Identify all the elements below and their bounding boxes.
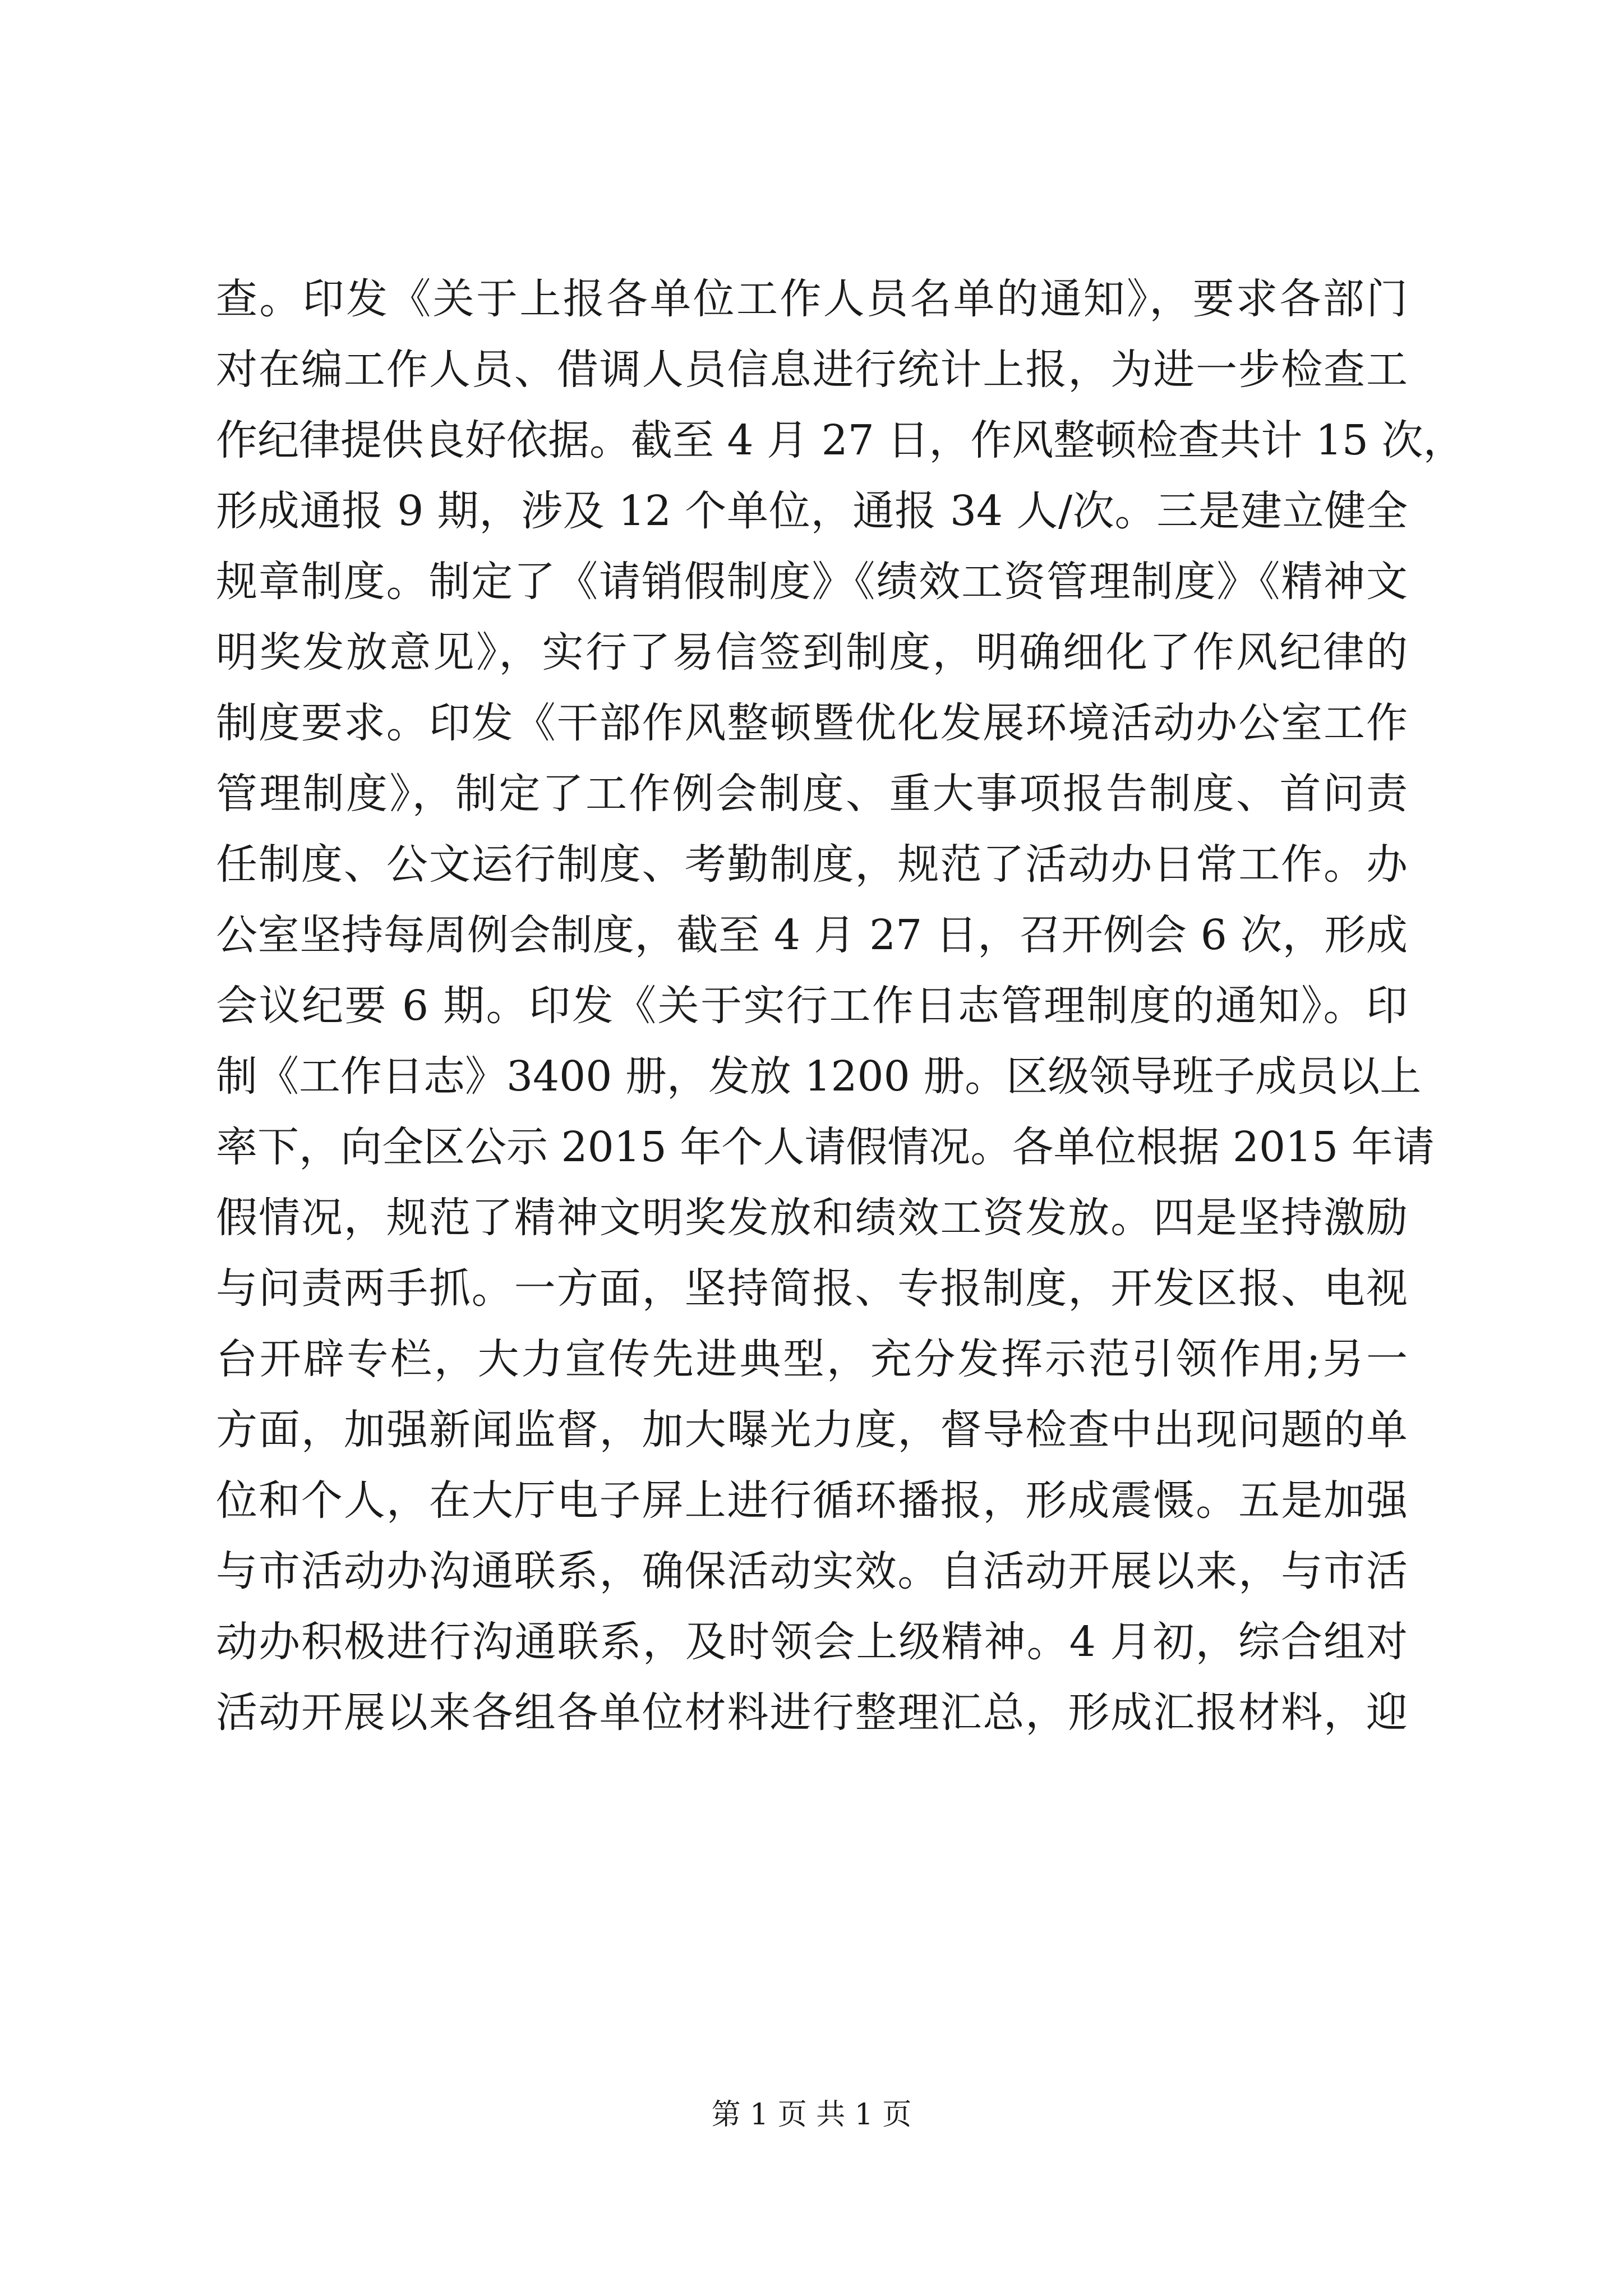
text-line: 方面，加强新闻监督，加大曝光力度，督导检查中出现问题的单 [216,1406,1408,1454]
text-line: 位和个人，在大厅电子屏上进行循环播报，形成震慑。五是加强 [216,1476,1408,1525]
text-line: 管理制度》，制定了工作例会制度、重大事项报告制度、首问责 [216,770,1408,818]
body-text [216,264,1465,1748]
text-line: 会议纪要 6 期。印发《关于实行工作日志管理制度的通知》。印 [216,982,1408,1030]
text-line: 与市活动办沟通联系，确保活动实效。自活动开展以来，与市活 [216,1547,1408,1595]
text-line: 动办积极进行沟通联系，及时领会上级精神。4 月初，综合组对 [216,1618,1408,1666]
text-line: 率下，向全区公示 2015 年个人请假情况。各单位根据 2015 年请 [216,1123,1435,1171]
text-line: 台开辟专栏，大力宣传先进典型，充分发挥示范引领作用;另一 [216,1335,1408,1383]
text-line: 形成通报 9 期，涉及 12 个单位，通报 34 人/次。三是建立健全 [216,487,1408,535]
text-line: 制《工作日志》3400 册，发放 1200 册。区级领导班子成员以上 [216,1052,1422,1101]
text-line: 对在编工作人员、借调人员信息进行统计上报，为进一步检查工 [216,346,1408,394]
text-line: 查。印发《关于上报各单位工作人员名单的通知》，要求各部门 [216,275,1408,323]
page-number-label: 第 1 页 共 1 页 [711,2098,912,2132]
text-line: 任制度、公文运行制度、考勤制度，规范了活动办日常工作。办 [216,840,1408,889]
text-line: 规章制度。制定了《请销假制度》《绩效工资管理制度》《精神文 [216,558,1408,606]
text-line: 活动开展以来各组各单位材料进行整理汇总，形成汇报材料，迎 [216,1688,1408,1737]
text-line: 公室坚持每周例会制度，截至 4 月 27 日，召开例会 6 次，形成 [216,911,1408,959]
text-line: 与问责两手抓。一方面，坚持简报、专报制度，开发区报、电视 [216,1264,1408,1313]
text-line: 明奖发放意见》，实行了易信签到制度，明确细化了作风纪律的 [216,628,1408,677]
page-footer [0,2095,1623,2134]
text-line: 作纪律提供良好依据。截至 4 月 27 日，作风整顿检查共计 15 次， [216,416,1465,464]
text-line: 制度要求。印发《干部作风整顿暨优化发展环境活动办公室工作 [216,699,1408,747]
text-line: 假情况，规范了精神文明奖发放和绩效工资发放。四是坚持激励 [216,1194,1408,1242]
